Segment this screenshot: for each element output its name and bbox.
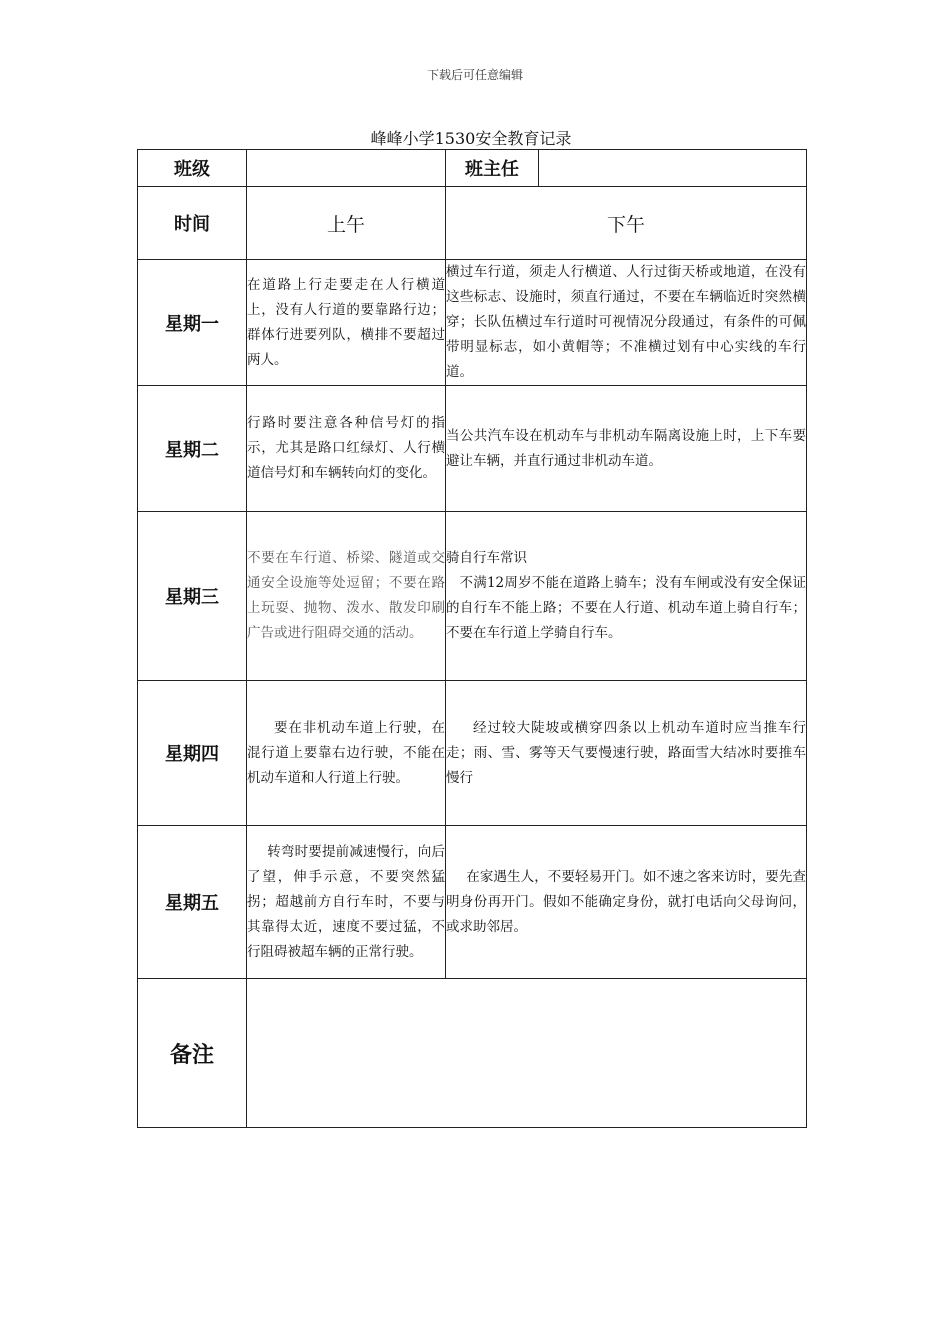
afternoon-text: 当公共汽车设在机动车与非机动车隔离设施上时，上下车要避让车辆，并直行通过非机动车道。 xyxy=(446,427,806,469)
afternoon-cell xyxy=(446,512,807,681)
morning-cell xyxy=(247,681,446,826)
afternoon-heading: 骑自行车常识 xyxy=(446,550,527,566)
morning-text: 转弯时要提前减速慢行，向后了望，伸手示意，不要突然猛拐；超越前方自行车时，不要与其靠得太近，速度不要过猛，不行阻碍被超车辆的正常行驶。 xyxy=(247,843,445,960)
afternoon-header: 下午 xyxy=(446,187,807,260)
morning-header: 上午 xyxy=(247,187,446,260)
day-row-tuesday xyxy=(138,386,807,512)
day-label: 星期四 xyxy=(138,681,247,826)
afternoon-text: 经过较大陡坡或横穿四条以上机动车道时应当推车行走；雨、雪、雾等天气要慢速行驶，路面雪大结冰时要推车慢行 xyxy=(446,719,806,786)
notes-label: 备注 xyxy=(138,979,247,1128)
afternoon-text: 不满12周岁不能在道路上骑车；没有车闸或没有安全保证的自行车不能上路；不要在人行道、机动车道上骑自行车；不要在车行道上学骑自行车。 xyxy=(446,575,806,641)
afternoon-cell xyxy=(446,826,807,979)
day-row-friday xyxy=(138,826,807,979)
notes-row xyxy=(138,979,807,1128)
day-label: 星期二 xyxy=(138,386,247,512)
day-label: 星期一 xyxy=(138,260,247,386)
morning-cell xyxy=(247,260,446,386)
morning-cell xyxy=(247,826,446,979)
afternoon-cell xyxy=(446,386,807,512)
header-note: 下载后可任意编辑 xyxy=(426,68,523,82)
morning-text: 行路时要注意各种信号灯的指示，尤其是路口红绿灯、人行横道信号灯和车辆转向灯的变化。 xyxy=(247,415,445,481)
teacher-label: 班主任 xyxy=(446,150,539,187)
safety-record-table xyxy=(137,149,807,1128)
morning-text: 不要在车行道、桥梁、隧道或交通安全设施等处逗留；不要在路上玩耍、抛物、泼水、散发印刷广告或进行阻碍交通的活动。 xyxy=(247,550,445,641)
document-title: 峰峰小学1530安全教育记录 xyxy=(370,129,572,148)
day-label: 星期五 xyxy=(138,826,247,979)
class-row xyxy=(138,150,807,187)
morning-text: 在道路上行走要走在人行横道上，没有人行道的要靠路行边；群体行进要列队，横排不要超过两人。 xyxy=(247,276,445,368)
day-row-thursday xyxy=(138,681,807,826)
teacher-value[interactable] xyxy=(539,150,807,187)
morning-cell xyxy=(247,386,446,512)
afternoon-text: 在家遇生人，不要轻易开门。如不速之客来访时，要先查明身份再开门。假如不能确定身份，就打电话向父母询问，或求助邻居。 xyxy=(446,868,806,935)
day-label: 星期三 xyxy=(138,512,247,681)
afternoon-cell xyxy=(446,681,807,826)
day-row-monday xyxy=(138,260,807,386)
morning-text: 要在非机动车道上行驶，在混行道上要靠右边行驶，不能在机动车道和人行道上行驶。 xyxy=(247,719,445,786)
class-value[interactable] xyxy=(247,150,446,187)
morning-cell xyxy=(247,512,446,681)
day-row-wednesday xyxy=(138,512,807,681)
notes-value[interactable] xyxy=(247,979,807,1128)
afternoon-text: 横过车行道，须走人行横道、人行过街天桥或地道，在没有这些标志、设施时，须直行通过，不要在车辆临近时突然横穿；长队伍横过车行道时可视情况分段通过，有条件的可佩带明显标志，如小黄帽等；不准横过划有中心实线的车行道。 xyxy=(446,264,806,380)
class-label: 班级 xyxy=(138,150,247,187)
time-label: 时间 xyxy=(138,187,247,260)
time-header-row xyxy=(138,187,807,260)
afternoon-cell xyxy=(446,260,807,386)
